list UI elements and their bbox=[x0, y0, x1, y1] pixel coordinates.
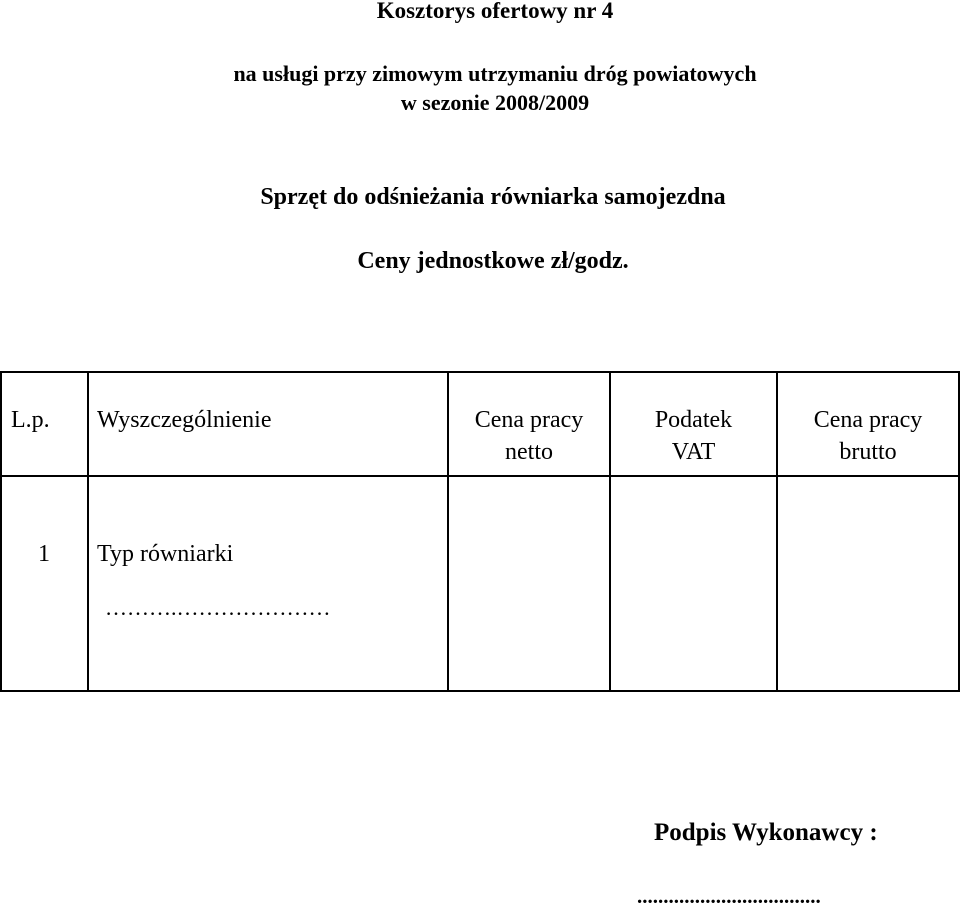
row-description: Typ równiarki bbox=[97, 541, 234, 567]
header-description bbox=[88, 372, 448, 476]
prices-unit-heading: Ceny jednostkowe zł/godz. bbox=[357, 248, 629, 274]
row-description-cell bbox=[88, 476, 448, 691]
row-lp-cell bbox=[1, 476, 88, 691]
document-subtitle-line2: w sezonie 2008/2009 bbox=[400, 90, 590, 115]
header-gross-price-line2: brutto bbox=[839, 439, 897, 465]
table-header-row bbox=[1, 372, 959, 476]
header-vat bbox=[610, 372, 777, 476]
header-description-label: Wyszczególnienie bbox=[97, 407, 272, 433]
document-title: Kosztorys ofertowy nr 4 bbox=[376, 0, 614, 23]
equipment-heading: Sprzęt do odśnieżania równiarka samojezdna bbox=[260, 184, 726, 210]
header-gross-price bbox=[777, 372, 959, 476]
header-vat-line2: VAT bbox=[671, 439, 716, 465]
header-gross-price-line1: Cena pracy bbox=[813, 407, 923, 433]
row-description-placeholder[interactable]: ……….………………… bbox=[105, 595, 331, 620]
signature-placeholder[interactable]: ................................... bbox=[637, 884, 821, 908]
document-subtitle-line1: na usługi przy zimowym utrzymaniu dróg powiatowych bbox=[233, 61, 757, 86]
row-vat-cell[interactable] bbox=[610, 476, 777, 691]
header-net-price-line1: Cena pracy bbox=[474, 407, 584, 433]
offer-table bbox=[0, 371, 960, 692]
header-net-price bbox=[448, 372, 610, 476]
row-lp: 1 bbox=[38, 541, 50, 567]
header-vat-line1: Podatek bbox=[654, 407, 733, 433]
header-lp-label: L.p. bbox=[11, 407, 50, 433]
table-row bbox=[1, 476, 959, 691]
header-net-price-line2: netto bbox=[505, 439, 553, 465]
signature-label: Podpis Wykonawcy : bbox=[654, 819, 878, 846]
row-gross-price-cell[interactable] bbox=[777, 476, 959, 691]
header-lp bbox=[1, 372, 88, 476]
row-net-price-cell[interactable] bbox=[448, 476, 610, 691]
